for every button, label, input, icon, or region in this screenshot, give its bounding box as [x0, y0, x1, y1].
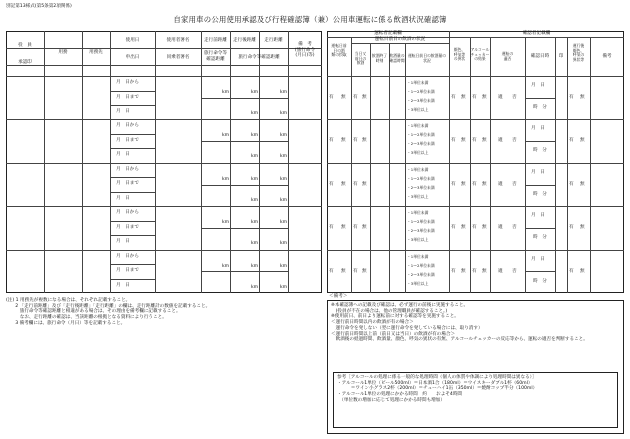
col-head-alcohol: 運転日前 日の酒 類の摂取: [331, 43, 347, 58]
request-day: 月 日: [116, 282, 130, 288]
col-head-checker: アルコール チェッカー の結果: [470, 47, 490, 62]
km-unit: km: [280, 241, 288, 247]
col-head-official: 役 員: [18, 43, 32, 48]
no-option: 無: [482, 95, 487, 100]
row-divider: [327, 250, 624, 251]
drink-level: ・3単位以上: [407, 280, 429, 286]
no-option: 無: [580, 181, 585, 187]
col-head-after: 運行後 顔色、 呼気の 異状等: [572, 43, 585, 63]
date-to: 月 日まで: [116, 94, 139, 100]
check-time: 時 分: [533, 105, 547, 110]
km-unit: km: [251, 90, 259, 95]
yes-option: 有: [329, 268, 334, 274]
request-day: 月 日: [116, 109, 130, 114]
km-unit: km: [251, 154, 259, 160]
remarks-heading: ＜備考＞: [329, 294, 348, 299]
date-to: 月 日まで: [116, 137, 139, 143]
request-day: 月 日: [116, 152, 130, 158]
row-divider: [201, 185, 288, 186]
page-title: 自家用車の公用使用承認及び行程確認簿（兼）公用車運転に係る飲酒状況確認簿: [173, 15, 447, 24]
yes-option: 有: [569, 95, 574, 100]
col-head-use-date: 使用日: [125, 38, 140, 43]
no-option: 無: [580, 225, 585, 231]
remark-line: ※使用前日、前日より運転前に対する確認等を実施すること。: [331, 314, 459, 320]
ref-line: 参考［アルコールの処理に係る一般的な処理時間（個人の体質や体調により処理時間は異なる）］: [337, 375, 537, 380]
col-head-user: 使用者署名: [166, 38, 190, 43]
drink-level: ・1〜2単位未満: [407, 89, 435, 94]
date-from: 月 日から: [116, 123, 139, 129]
yes-option: 有: [451, 268, 456, 274]
yes-option: 有: [569, 138, 574, 144]
check-date: 月 日: [531, 169, 545, 175]
row-divider: [6, 250, 322, 251]
yes-option: 有: [353, 268, 358, 274]
row-divider: [110, 235, 156, 236]
drink-level: ・1単位未満: [407, 210, 429, 216]
drink-level: ・3単位以上: [407, 237, 429, 243]
fit-option: 適: [498, 95, 503, 100]
km-unit: km: [251, 176, 259, 182]
unfit-option: 否: [512, 225, 517, 231]
no-option: 無: [482, 225, 487, 231]
row-divider: [201, 271, 288, 272]
no-option: 無: [461, 268, 466, 274]
check-date: 月 日: [531, 213, 545, 219]
row-divider: [525, 271, 555, 272]
yes-option: 有: [353, 225, 358, 231]
row-divider: [6, 163, 322, 164]
row-divider: [6, 76, 322, 77]
no-option: 無: [580, 95, 585, 100]
row-divider: [525, 98, 555, 99]
yes-option: 有: [329, 225, 334, 231]
no-option: 無: [580, 138, 585, 144]
check-time: 時 分: [533, 235, 547, 241]
row-divider: [201, 141, 288, 142]
col-head-seal: 印: [558, 54, 564, 59]
row-divider: [110, 177, 156, 178]
remark-line: 飲酒後の経過時間、飲酒量、顔色、呼気の異状の有無、アルコールチェッカーの反応等から、運転の適否を判断すること。: [331, 337, 588, 343]
yes-option: 有: [569, 225, 574, 231]
yes-option: 有: [353, 181, 358, 187]
yes-option: 有: [329, 95, 334, 100]
drink-level: ・1単位未満: [407, 166, 429, 172]
row-divider: [110, 264, 156, 265]
row-divider: [110, 91, 156, 92]
no-option: 無: [362, 225, 367, 231]
km-unit: km: [251, 111, 259, 116]
row-divider: [110, 279, 156, 280]
col-head-remarks: 備考: [602, 54, 612, 59]
note-line: 2 「走行前距離」及び「走行後距離」「走行距離」の欄は、走行距離計の数値を記載すること。: [6, 303, 211, 309]
date-to: 月 日まで: [116, 224, 139, 230]
km-unit: km: [280, 90, 288, 95]
drink-level: ・1〜2単位未満: [407, 262, 435, 268]
reference-text: [337, 375, 617, 404]
row-divider: [327, 119, 624, 120]
col-head-check-date: 確認日時: [530, 54, 550, 59]
col-head-approval: 承認印: [18, 60, 32, 65]
drink-level: ・2〜3単位未満: [407, 271, 435, 277]
no-option: 無: [341, 95, 346, 100]
col-head-end-time: 飲酒終了 時刻: [371, 53, 388, 63]
km-unit: km: [280, 154, 288, 160]
km-unit: km: [280, 220, 288, 226]
drink-level: ・3単位以上: [407, 193, 429, 199]
no-option: 無: [362, 138, 367, 144]
row-divider: [6, 119, 322, 120]
note-line: (注) 1 用務先が複数になる場合は、それぞれ記載すること。: [6, 298, 131, 303]
row-divider: [525, 141, 555, 142]
row-divider: [110, 192, 156, 193]
km-unit: km: [280, 263, 288, 269]
no-option: 無: [580, 268, 585, 274]
drink-level: ・3単位以上: [407, 107, 429, 112]
km-unit: km: [222, 90, 230, 95]
no-option: 無: [362, 268, 367, 274]
km-unit: km: [251, 133, 259, 139]
fit-option: 適: [498, 268, 503, 274]
check-date: 月 日: [531, 256, 545, 262]
col-head-odo-end: 走行後距離: [233, 38, 256, 43]
checker-section-head: 確認者記載欄: [522, 31, 551, 36]
col-head-face: 顔色、 呼気等 の異状: [453, 47, 466, 62]
remark-line: ＜運行前日時間以内の飲酒が有の場合＞: [331, 320, 414, 326]
ref-line: ・アルコール1単位の処理にかかる時間 約 およそ4時間: [337, 392, 463, 398]
date-from: 月 日から: [116, 80, 139, 85]
km-unit: km: [222, 263, 230, 269]
km-unit: km: [280, 284, 288, 290]
no-option: 無: [461, 225, 466, 231]
drink-level: ・1〜2単位未満: [407, 175, 435, 181]
yes-option: 有: [472, 181, 477, 187]
no-option: 無: [482, 138, 487, 144]
remarks-text: [331, 303, 621, 343]
row-divider: [110, 221, 156, 222]
km-unit: km: [280, 111, 288, 116]
row-divider: [201, 228, 288, 229]
yes-option: 有: [472, 268, 477, 274]
no-option: 無: [341, 181, 346, 187]
remark-line: 運行命令を発しない（翌に運行命令を発している場合には、取り消す）: [331, 325, 483, 331]
unfit-option: 否: [512, 268, 517, 274]
km-unit: km: [280, 133, 288, 139]
no-option: 無: [461, 181, 466, 187]
drink-level: ・2〜3単位未満: [407, 228, 435, 234]
date-from: 月 日から: [116, 253, 139, 259]
col-head-route-1: 旅行命令等 確認距離: [204, 51, 227, 62]
drink-level: ・2〜3単位未満: [407, 141, 435, 147]
drink-level: ・1単位未満: [407, 80, 429, 85]
col-head-odo-start: 走行前距離: [204, 38, 227, 43]
row-divider: [327, 76, 624, 77]
drink-level: ・1〜2単位未満: [407, 219, 435, 225]
fit-option: 適: [498, 225, 503, 231]
col-head-fitness: 運転の 適否: [501, 51, 514, 61]
col-head-distance: 走行距離: [264, 38, 283, 43]
note-line: なお、走行距離の確認は、当該距離の根拠となる資料により行うこと。: [6, 315, 167, 321]
drink-level: ・1単位未満: [407, 253, 429, 259]
yes-option: 有: [472, 225, 477, 231]
km-unit: km: [251, 220, 259, 226]
km-unit: km: [251, 284, 259, 290]
no-option: 無: [341, 268, 346, 274]
col-head-passenger: 同乗者署名: [166, 55, 190, 60]
unfit-option: 否: [512, 95, 517, 100]
no-option: 無: [461, 95, 466, 100]
drink-level: ・1単位未満: [407, 123, 429, 129]
yes-option: 有: [569, 268, 574, 274]
ref-line: ＝ワイン小グラス2杯（200ml）＝チューハイ1缶（350ml）＝焼酎コップ半分（100ml）: [337, 386, 538, 392]
km-unit: km: [280, 176, 288, 182]
yes-option: 有: [472, 95, 477, 100]
yes-option: 有: [451, 225, 456, 231]
col-head-route-2: 旅行命令等確認距離: [238, 55, 280, 60]
driver-section-head: 運転者記載欄: [374, 31, 402, 36]
km-unit: km: [222, 220, 230, 226]
yes-option: 有: [451, 95, 456, 100]
km-unit: km: [222, 176, 230, 182]
drink-level: ・1〜2単位未満: [407, 132, 435, 138]
row-divider: [6, 206, 322, 207]
row-divider: [110, 148, 156, 149]
date-to: 月 日まで: [116, 268, 139, 274]
row-divider: [525, 228, 555, 229]
fit-option: 適: [498, 181, 503, 187]
request-day: 月 日: [116, 239, 130, 245]
yes-option: 有: [569, 181, 574, 187]
check-time: 時 分: [533, 148, 547, 154]
col-head-destination: 用務先: [89, 50, 103, 55]
no-option: 無: [461, 138, 466, 144]
yes-option: 有: [451, 138, 456, 144]
row-divider: [327, 163, 624, 164]
no-option: 無: [482, 268, 487, 274]
col-head-purpose: 用務: [58, 50, 68, 55]
no-option: 無: [362, 181, 367, 187]
yes-option: 有: [329, 181, 334, 187]
km-unit: km: [251, 197, 259, 203]
yes-option: 有: [353, 138, 358, 144]
row-divider: [110, 134, 156, 135]
note-line: 3 備考欄には、旅行命令（月日）等を記載すること。: [6, 320, 126, 326]
no-option: 無: [341, 138, 346, 144]
check-date: 月 日: [531, 83, 545, 88]
check-date: 月 日: [531, 126, 545, 132]
no-option: 無: [482, 181, 487, 187]
km-unit: km: [251, 241, 259, 247]
unfit-option: 否: [512, 138, 517, 144]
check-time: 時 分: [533, 278, 547, 284]
col-head-request-date: 申出日: [125, 55, 140, 60]
row-divider: [525, 185, 555, 186]
check-time: 時 分: [533, 191, 547, 197]
col-head-drink: 当日又 前日の 飲酒: [354, 51, 367, 66]
notes-left: [6, 298, 322, 327]
km-unit: km: [251, 263, 259, 269]
col-head-amount: 運転日前日の飲酒量の 状況: [408, 53, 446, 63]
row-divider: [327, 206, 624, 207]
km-unit: km: [222, 133, 230, 139]
date-to: 月 日まで: [116, 181, 139, 187]
prev-day-head: 運転日前日の飲酒の状況: [374, 37, 426, 42]
note-line: 旅行命令等確認距離と相違がある場合は、その理由を備考欄に記載すること。: [6, 309, 181, 315]
fit-option: 適: [498, 138, 503, 144]
date-from: 月 日から: [116, 166, 139, 172]
row-divider: [110, 105, 156, 106]
date-from: 月 日から: [116, 210, 139, 216]
yes-option: 有: [329, 138, 334, 144]
no-option: 無: [362, 95, 367, 100]
km-unit: km: [280, 197, 288, 203]
request-day: 月 日: [116, 195, 130, 201]
unfit-option: 否: [512, 181, 517, 187]
drink-level: ・2〜3単位未満: [407, 184, 435, 190]
form-id: 別記第13様式(第5条第2項関係): [6, 4, 72, 9]
no-option: 無: [341, 225, 346, 231]
col-head-elapsed: 飲酒量の 確認時間: [389, 53, 405, 63]
drink-level: ・3単位以上: [407, 150, 429, 156]
yes-option: 有: [451, 181, 456, 187]
remark-line: (役員が不在の場合は、他の管理職員が確認すること。): [331, 308, 448, 314]
yes-option: 有: [353, 95, 358, 100]
yes-option: 有: [472, 138, 477, 144]
remark-line: ＜運行前日時間以上前（前日又は当日）の飲酒が有の場合＞: [331, 331, 456, 337]
ref-line: （単位数の増加に応じて処理にかかる時間も増加）: [337, 397, 445, 403]
remark-line: ※本確認簿への記載及び確認は、必ず運行の前後に実施すること。: [331, 303, 469, 308]
row-divider: [201, 98, 288, 99]
drink-level: ・2〜3単位未満: [407, 98, 435, 103]
ref-line: ・アルコール1単位（ビール500ml）＝日本酒1合（180ml）＝ウイスキーダブル1杯（60ml）: [337, 380, 533, 386]
col-head-note: 備 考 (旅行命令 (月日)等): [294, 42, 316, 59]
